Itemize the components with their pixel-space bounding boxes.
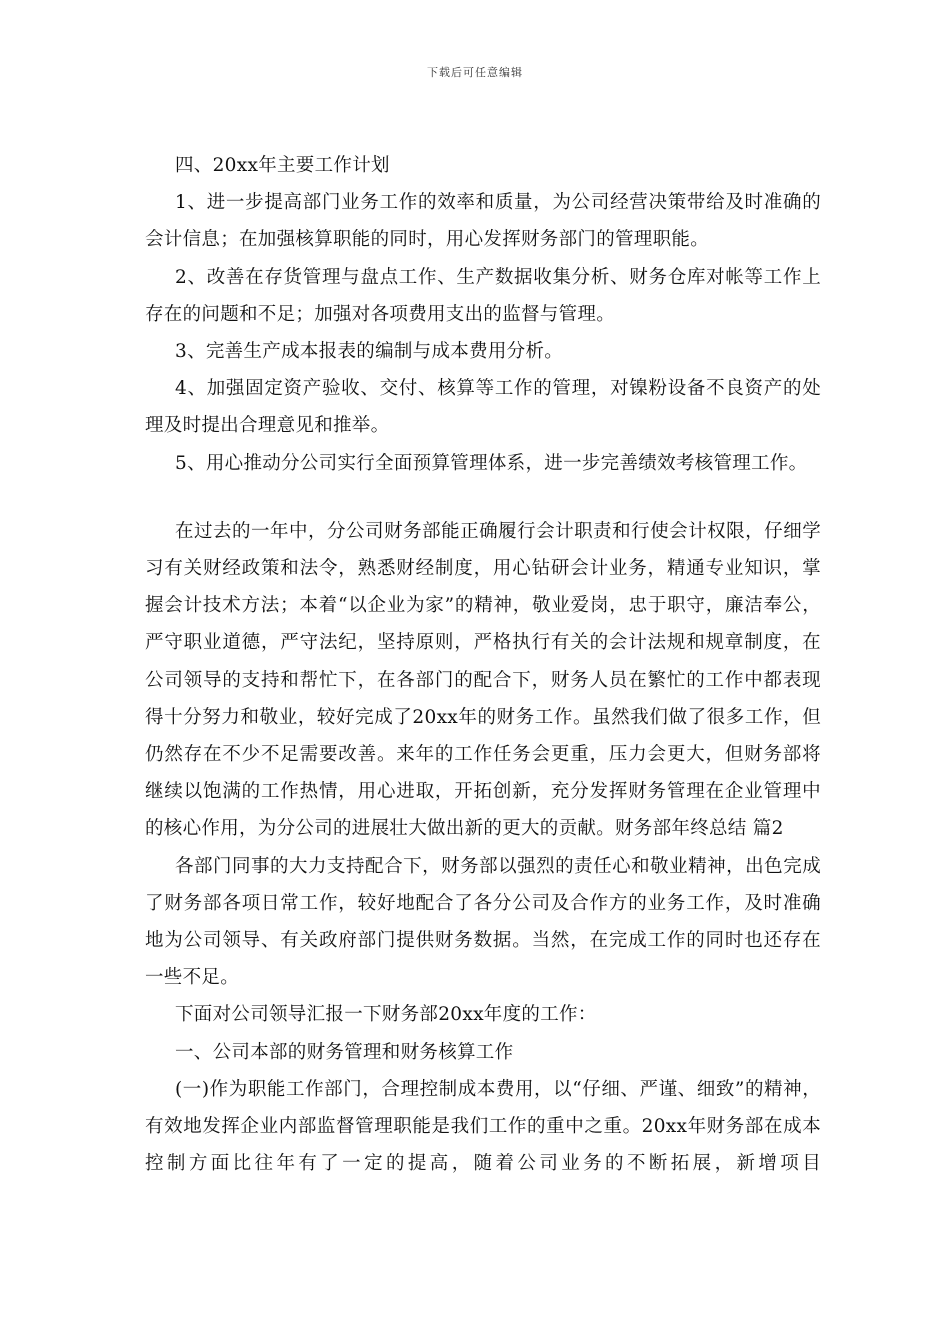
summary-paragraph: 在过去的一年中，分公司财务部能正确履行会计职责和行使会计权限，仔细学习有关财经政策和法令，熟悉财经制度，用心钻研会计业务，精通专业知识，掌握会计技术方法；本着“以企业为家”的精神，敬业爱岗，忠于职守，廉洁奉公，严守职业道德，严守法纪，坚持原则，严格执行有关的会计法规和规章制度，在公司领导的支持和帮忙下，在各部门的配合下，财务人员在繁忙的工作中都表现得十分努力和敬业，较好完成了20xx年的财务工作。虽然我们做了很多工作，但仍然存在不少不足需要改善。来年的工作任务会更重，压力会更大，但财务部将继续以饱满的工作热情，用心进取，开拓创新，充分发挥财务管理在企业管理中的核心作用，为分公司的进展壮大做出新的更大的贡献。财务部年终总结 篇2 [145,520,821,840]
document-body [145,147,821,1182]
section-title: 四、20xx年主要工作计划 [175,155,390,176]
plan-item-2: 2、改善在存货管理与盘点工作、生产数据收集分析、财务仓库对帐等工作上存在的问题和不足；加强对各项费用支出的监督与管理。 [145,266,821,325]
intro-paragraph: 各部门同事的大力支持配合下，财务部以强烈的责任心和敬业精神，出色完成了财务部各项日常工作，较好地配合了各分公司及合作方的业务工作，及时准确地为公司领导、有关政府部门提供财务数据。当然，在完成工作的同时也还存在一些不足。 [145,855,821,989]
plan-item-4: 4、加强固定资产验收、交付、核算等工作的管理，对镍粉设备不良资产的处理及时提出合理意见和推举。 [145,378,821,437]
plan-item-5: 5、用心推动分公司实行全面预算管理体系，进一步完善绩效考核管理工作。 [175,452,808,474]
report-line: 下面对公司领导汇报一下财务部20xx年度的工作： [175,1004,597,1026]
plan-item-3: 3、完善生产成本报表的编制与成本费用分析。 [175,341,564,363]
item-paragraph: (一)作为职能工作部门，合理控制成本费用，以“仔细、严谨、细致”的精神，有效地发挥企业内部监督管理职能是我们工作的重中之重。20xx年财务部在成本控制方面比往年有了一定的提高，随着公司业务的不断拓展，新增项目 [145,1078,821,1175]
subsection-title: 一、公司本部的财务管理和财务核算工作 [175,1041,514,1063]
page-header: 下载后可任意编辑 [427,66,523,79]
paragraph-gap [145,482,821,513]
plan-item-1: 1、进一步提高部门业务工作的效率和质量，为公司经营决策带给及时准确的会计信息；在加强核算职能的同时，用心发挥财务部门的管理职能。 [145,192,821,251]
